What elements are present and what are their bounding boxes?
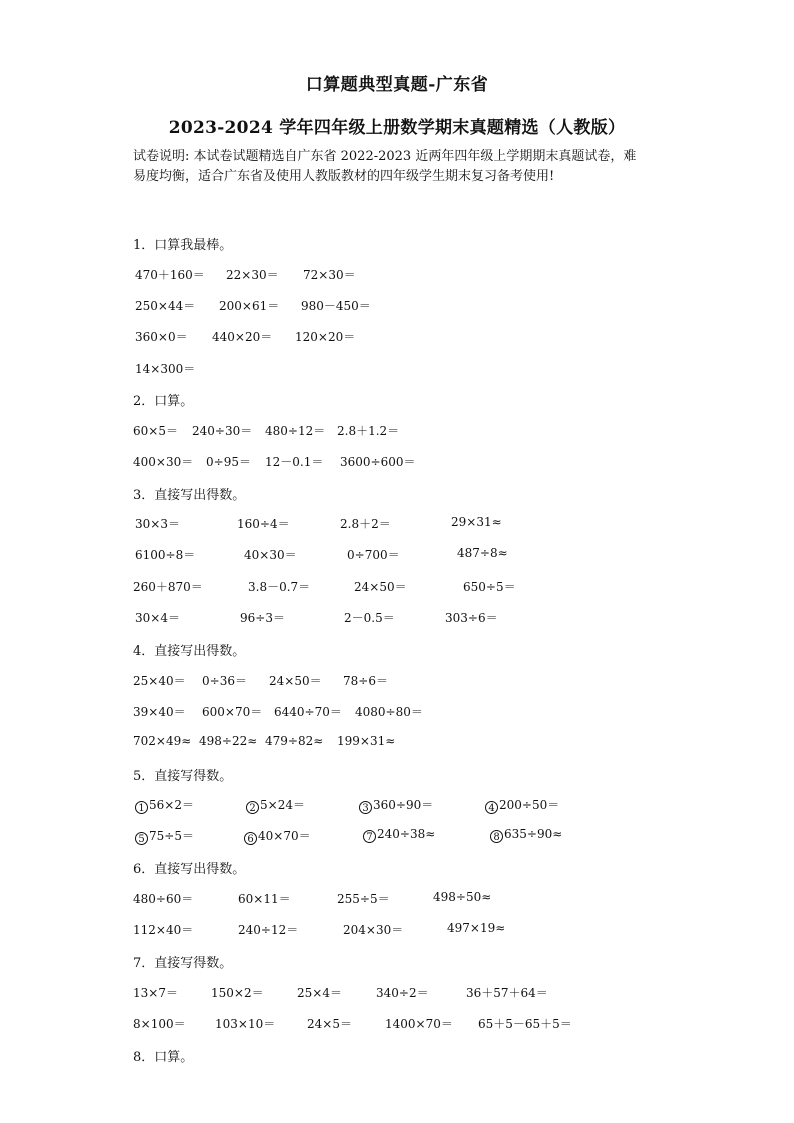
problem: 30×3＝ bbox=[135, 517, 180, 531]
problem: 2－0.5＝ bbox=[344, 611, 395, 625]
problem: 6440÷70＝ bbox=[274, 705, 342, 719]
problem: 400×30＝ bbox=[133, 455, 194, 469]
problem: 498÷50≈ bbox=[433, 890, 492, 904]
problem: 150×2＝ bbox=[211, 986, 264, 1000]
problem: 360×0＝ bbox=[135, 330, 188, 344]
problem: 39×40＝ bbox=[133, 705, 186, 719]
section-7-heading: 7．直接写得数。 bbox=[133, 956, 233, 971]
problem: 25×4＝ bbox=[297, 986, 342, 1000]
numbered-problem: 3 360÷90＝ bbox=[359, 796, 433, 814]
section-6-heading: 6．直接写出得数。 bbox=[133, 862, 246, 877]
problem: 0÷95＝ bbox=[206, 455, 251, 469]
circled-number: 4 bbox=[485, 801, 498, 814]
intro-line-1: 试卷说明: 本试卷试题精选自广东省 2022-2023 近两年四年级上学期期末真题试卷，难 bbox=[133, 149, 637, 164]
problem: 440×20＝ bbox=[212, 330, 273, 344]
problem: 303÷6＝ bbox=[445, 611, 498, 625]
numbered-problem: 8 635÷90≈ bbox=[490, 827, 562, 843]
numbered-problem: 6 40×70＝ bbox=[244, 827, 311, 845]
page-subtitle: 2023-2024 学年四年级上册数学期末真题精选（人教版） bbox=[168, 118, 626, 138]
problem: 480÷60＝ bbox=[133, 892, 194, 906]
circled-number: 2 bbox=[246, 801, 259, 814]
numbered-problem: 1 56×2＝ bbox=[135, 796, 194, 814]
problem: 72×30＝ bbox=[303, 268, 356, 282]
circled-number: 7 bbox=[363, 830, 376, 843]
problem: 65＋5－65＋5＝ bbox=[478, 1017, 572, 1031]
problem: 24×50＝ bbox=[354, 580, 407, 594]
problem: 480÷12＝ bbox=[265, 424, 326, 438]
circled-number: 3 bbox=[359, 801, 372, 814]
problem: 3600÷600＝ bbox=[340, 455, 416, 469]
problem: 240÷12＝ bbox=[238, 923, 299, 937]
problem: 96÷3＝ bbox=[240, 611, 285, 625]
numbered-problem: 4 200÷50＝ bbox=[485, 796, 559, 814]
problem: 3.8－0.7＝ bbox=[248, 580, 311, 594]
problem: 702×49≈ bbox=[133, 734, 192, 748]
problem: 1400×70＝ bbox=[385, 1017, 453, 1031]
problem: 498÷22≈ bbox=[199, 734, 258, 748]
circled-number: 5 bbox=[135, 832, 148, 845]
problem: 240÷30＝ bbox=[192, 424, 253, 438]
problem: 260＋870＝ bbox=[133, 580, 203, 594]
problem: 250×44＝ bbox=[135, 299, 196, 313]
problem: 980－450＝ bbox=[301, 299, 371, 313]
circled-number: 6 bbox=[244, 832, 257, 845]
problem: 160÷4＝ bbox=[237, 517, 290, 531]
problem: 78÷6＝ bbox=[343, 674, 388, 688]
numbered-problem: 7 240÷38≈ bbox=[363, 827, 435, 843]
problem: 479÷82≈ bbox=[265, 734, 324, 748]
problem: 25×40＝ bbox=[133, 674, 186, 688]
problem: 22×30＝ bbox=[226, 268, 279, 282]
problem: 204×30＝ bbox=[343, 923, 404, 937]
problem: 497×19≈ bbox=[447, 921, 506, 935]
numbered-problem: 5 75÷5＝ bbox=[135, 827, 194, 845]
problem: 60×11＝ bbox=[238, 892, 291, 906]
problem: 255÷5＝ bbox=[337, 892, 390, 906]
problem: 600×70＝ bbox=[202, 705, 263, 719]
problem: 60×5＝ bbox=[133, 424, 178, 438]
circled-number: 1 bbox=[135, 801, 148, 814]
problem: 2.8＋2＝ bbox=[340, 517, 391, 531]
problem: 30×4＝ bbox=[135, 611, 180, 625]
section-3-heading: 3．直接写出得数。 bbox=[133, 488, 246, 503]
section-8-heading: 8．口算。 bbox=[133, 1050, 194, 1065]
problem: 200×61＝ bbox=[219, 299, 280, 313]
section-4-heading: 4．直接写出得数。 bbox=[133, 644, 246, 659]
problem: 112×40＝ bbox=[133, 923, 194, 937]
problem: 24×50＝ bbox=[269, 674, 322, 688]
problem: 2.8＋1.2＝ bbox=[337, 424, 400, 438]
problem: 40×30＝ bbox=[244, 548, 297, 562]
problem: 487÷8≈ bbox=[457, 546, 508, 560]
section-1-heading: 1．口算我最棒。 bbox=[133, 238, 233, 253]
problem: 8×100＝ bbox=[133, 1017, 186, 1031]
problem: 29×31≈ bbox=[451, 515, 502, 529]
problem: 36＋57＋64＝ bbox=[466, 986, 548, 1000]
problem: 199×31≈ bbox=[337, 734, 396, 748]
problem: 12－0.1＝ bbox=[265, 455, 324, 469]
problem: 0÷700＝ bbox=[347, 548, 400, 562]
problem: 0÷36＝ bbox=[202, 674, 247, 688]
numbered-problem: 2 5×24＝ bbox=[246, 796, 305, 814]
page-title: 口算题典型真题-广东省 bbox=[305, 75, 489, 95]
intro-line-2: 易度均衡，适合广东省及使用人教版教材的四年级学生期末复习备考使用! bbox=[133, 169, 555, 184]
problem: 340÷2＝ bbox=[376, 986, 429, 1000]
circled-number: 8 bbox=[490, 830, 503, 843]
problem: 4080÷80＝ bbox=[355, 705, 423, 719]
section-5-heading: 5．直接写得数。 bbox=[133, 769, 233, 784]
problem: 120×20＝ bbox=[295, 330, 356, 344]
problem: 14×300＝ bbox=[135, 362, 196, 376]
problem: 24×5＝ bbox=[307, 1017, 352, 1031]
problem: 470＋160＝ bbox=[135, 268, 205, 282]
paper-description bbox=[133, 147, 673, 187]
problem: 103×10＝ bbox=[215, 1017, 276, 1031]
problem: 13×7＝ bbox=[133, 986, 178, 1000]
problem: 650÷5＝ bbox=[463, 580, 516, 594]
problem: 6100÷8＝ bbox=[135, 548, 196, 562]
section-2-heading: 2．口算。 bbox=[133, 394, 194, 409]
